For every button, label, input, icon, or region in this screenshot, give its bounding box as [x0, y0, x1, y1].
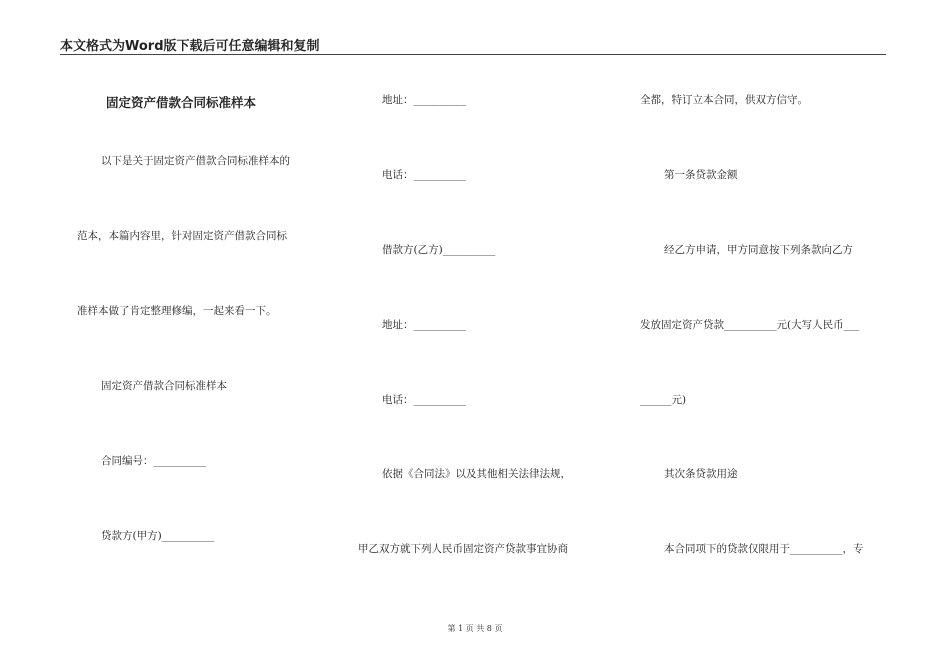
document-title: 固定资产借款合同标准样本 — [106, 95, 257, 110]
phone-line: 电话：__________ — [382, 394, 466, 406]
paragraph-line: 以下是关于固定资产借款合同标准样本的 — [101, 155, 290, 167]
paragraph-line: 经乙方申请，甲方同意按下列条款向乙方 — [664, 244, 853, 256]
contract-number-line: 合同编号：__________ — [101, 455, 206, 467]
paragraph-line: 范本，本篇内容里，针对固定资产借款合同标 — [77, 230, 287, 242]
text-column-2 — [330, 0, 620, 672]
article-heading: 其次条贷款用途 — [664, 468, 738, 480]
paragraph-line: 全都，特订立本合同，供双方信守。 — [640, 94, 808, 106]
paragraph-line: 准样本做了肯定整理修编，一起来看一下。 — [77, 305, 277, 317]
lender-line: 贷款方(甲方)__________ — [101, 530, 215, 542]
page-number: 第 1 页 共 8 页 — [447, 624, 503, 633]
borrower-line: 借款方(乙方)__________ — [382, 244, 496, 256]
paragraph-line: 固定资产借款合同标准样本 — [101, 380, 227, 392]
header-text: 本文格式为Word版下载后可任意编辑和复制 — [60, 39, 320, 54]
paragraph-line: 依据《合同法》以及其他相关法律法规， — [382, 468, 571, 480]
text-column-3 — [620, 0, 940, 672]
article-heading: 第一条贷款金额 — [664, 169, 738, 181]
address-line: 地址：__________ — [382, 319, 466, 331]
paragraph-line: 甲乙双方就下列人民币固定资产贷款事宜协商 — [358, 543, 568, 555]
text-column-1 — [0, 0, 330, 672]
paragraph-line: 本合同项下的贷款仅限用于__________，专 — [664, 543, 864, 555]
paragraph-line: 发放固定资产贷款__________元(大写人民币___ — [640, 319, 860, 331]
address-line: 地址：__________ — [382, 94, 466, 106]
paragraph-line: ______元) — [640, 394, 687, 406]
phone-line: 电话：__________ — [382, 169, 466, 181]
